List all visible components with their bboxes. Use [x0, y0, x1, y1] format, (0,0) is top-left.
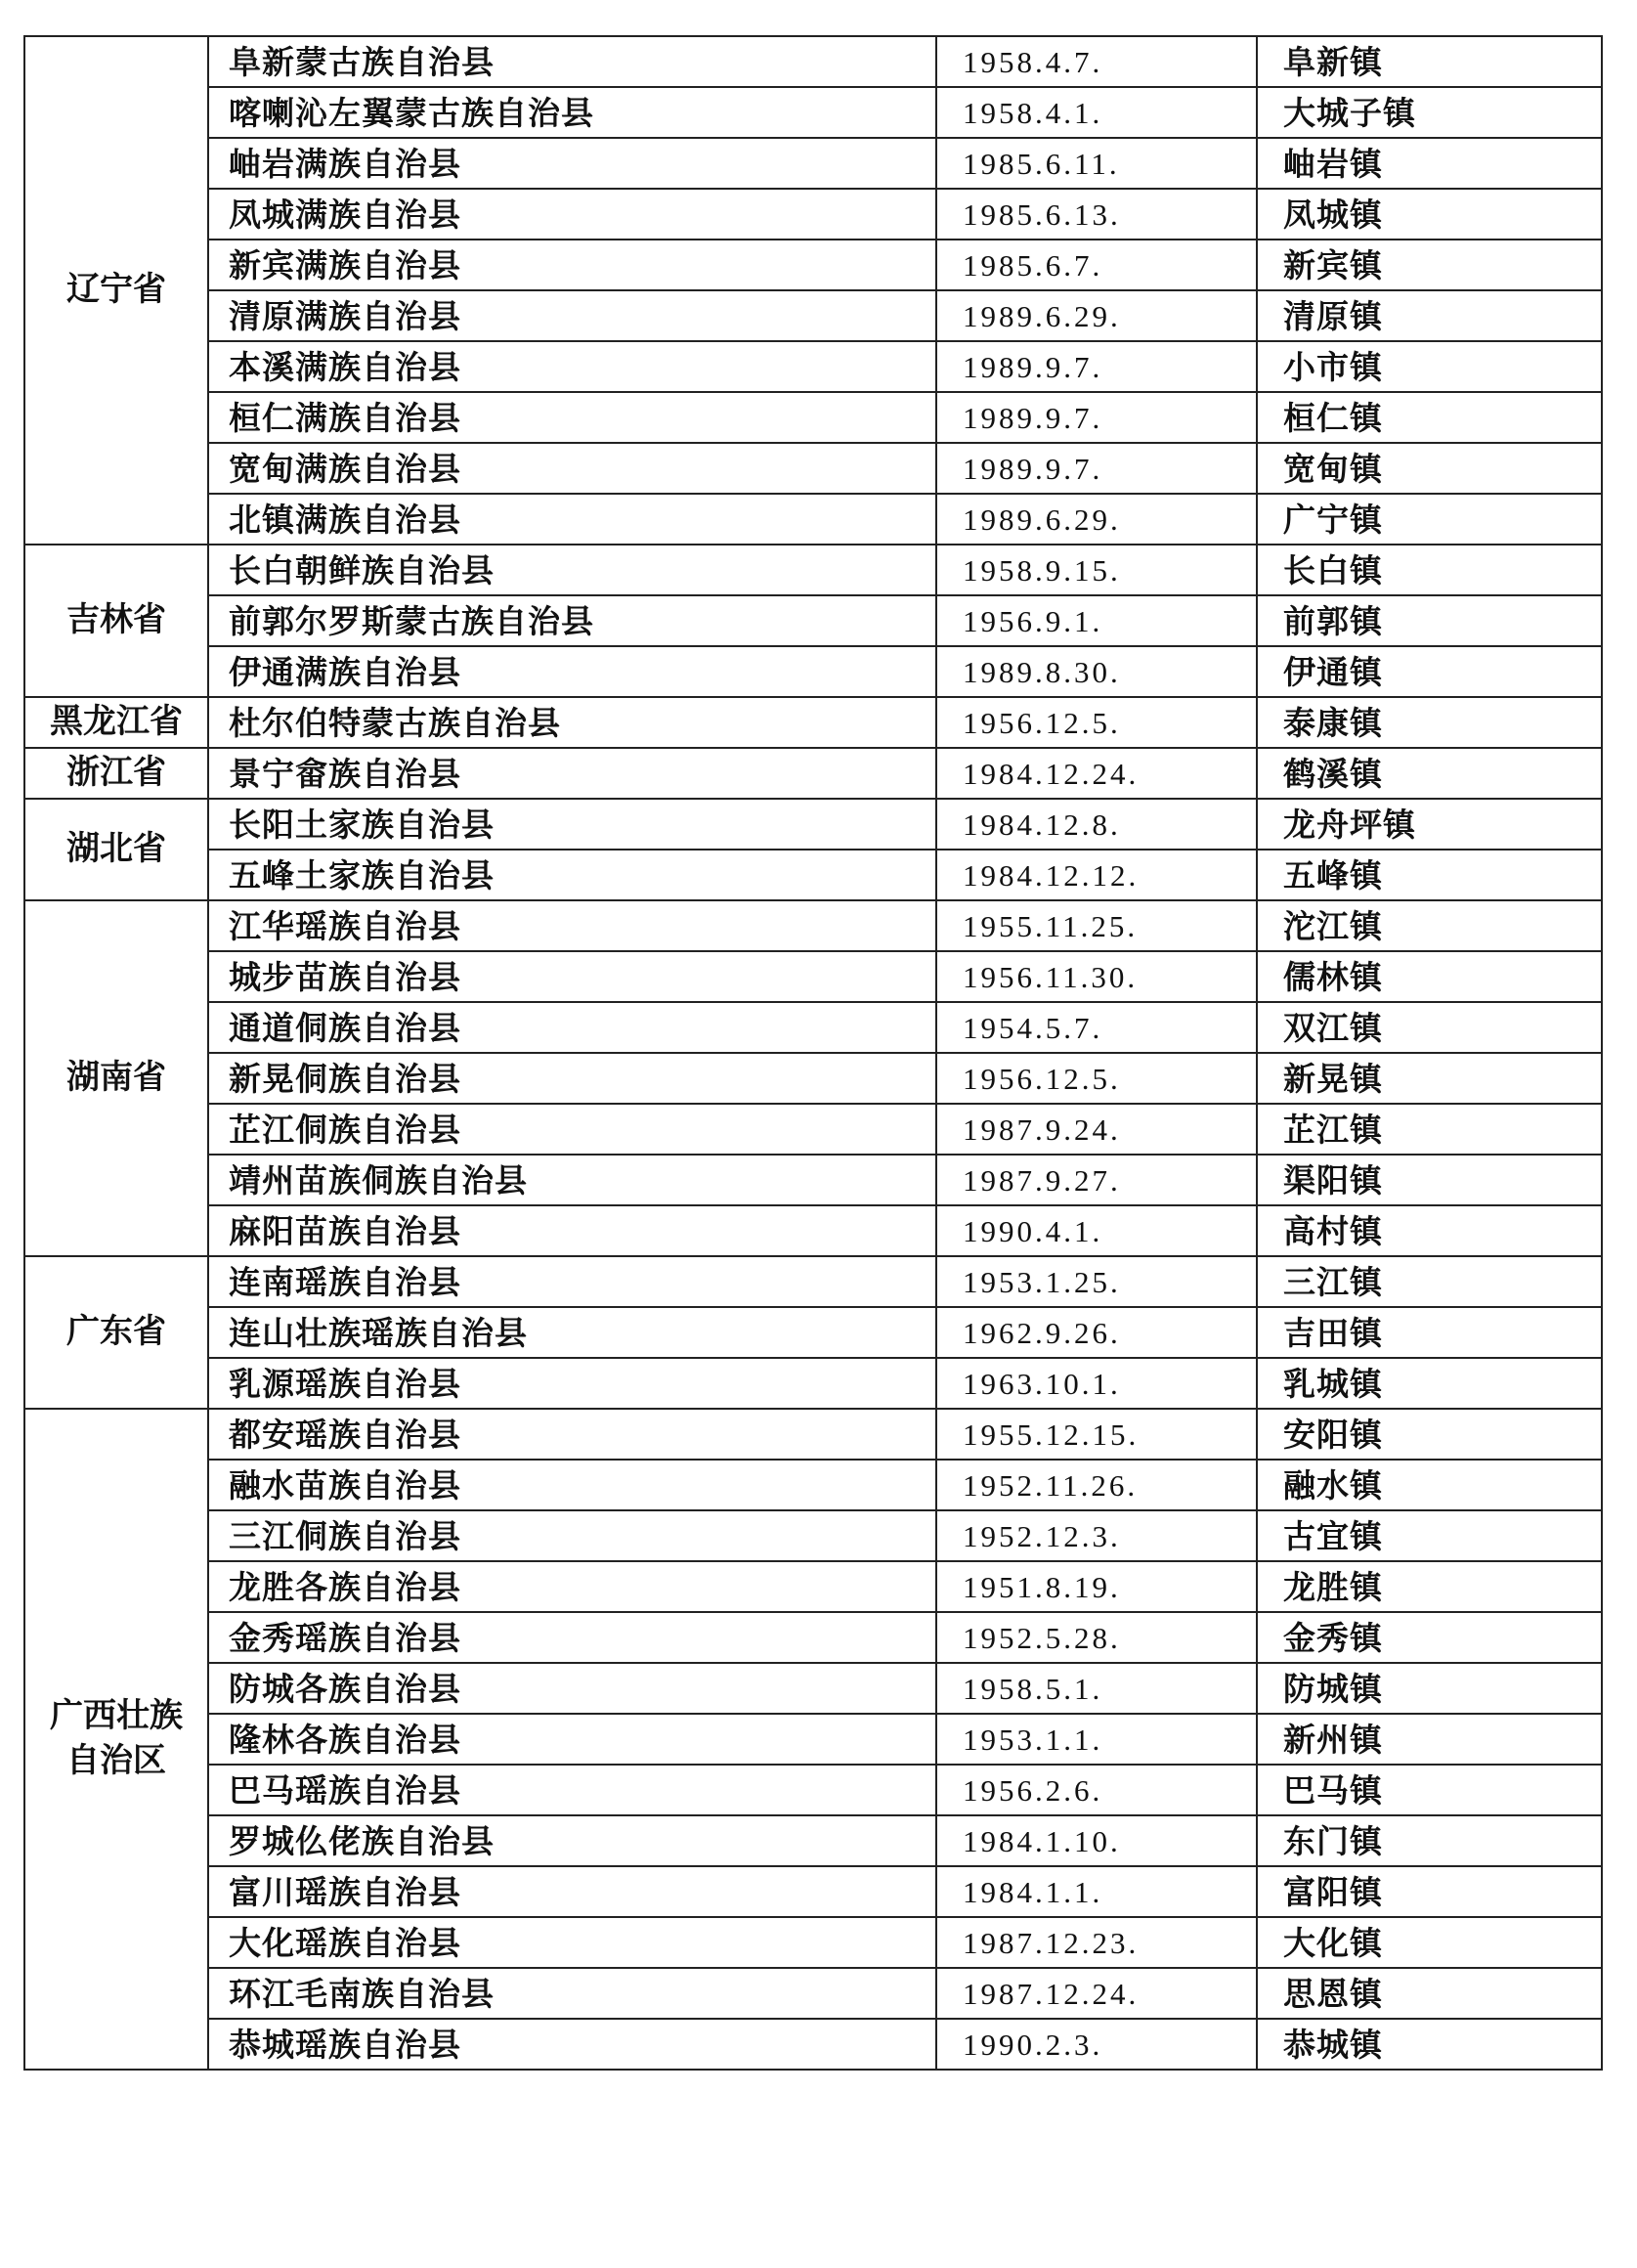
- established-date-cell: 1987.12.23.: [936, 1917, 1257, 1968]
- table-row: [24, 799, 1602, 850]
- province-cell: [24, 748, 208, 799]
- table-row: [24, 138, 1602, 189]
- county-name-cell: 金秀瑶族自治县: [208, 1612, 936, 1663]
- county-name-cell: 通道侗族自治县: [208, 1002, 936, 1053]
- table-row: [24, 1714, 1602, 1765]
- table-row: [24, 392, 1602, 443]
- county-seat-cell: 恭城镇: [1257, 2019, 1602, 2070]
- county-seat-cell: 高村镇: [1257, 1205, 1602, 1256]
- province-cell: [24, 36, 208, 545]
- table-row: [24, 1968, 1602, 2019]
- established-date-cell: 1984.1.1.: [936, 1866, 1257, 1917]
- county-seat-cell: 芷江镇: [1257, 1104, 1602, 1155]
- county-seat-cell: 防城镇: [1257, 1663, 1602, 1714]
- established-date-cell: 1984.1.10.: [936, 1815, 1257, 1866]
- county-name-cell: 桓仁满族自治县: [208, 392, 936, 443]
- county-seat-cell: 小市镇: [1257, 341, 1602, 392]
- established-date-cell: 1952.12.3.: [936, 1510, 1257, 1561]
- autonomous-county-table: [23, 35, 1603, 2071]
- county-name-cell: 城步苗族自治县: [208, 951, 936, 1002]
- province-name: 浙江省: [66, 753, 166, 793]
- county-name-cell: 乳源瑶族自治县: [208, 1358, 936, 1409]
- county-seat-cell: 乳城镇: [1257, 1358, 1602, 1409]
- county-seat-cell: 三江镇: [1257, 1256, 1602, 1307]
- table-row: [24, 1053, 1602, 1104]
- table-row: [24, 1155, 1602, 1205]
- established-date-cell: 1990.4.1.: [936, 1205, 1257, 1256]
- established-date-cell: 1990.2.3.: [936, 2019, 1257, 2070]
- table-row: [24, 1866, 1602, 1917]
- county-seat-cell: 东门镇: [1257, 1815, 1602, 1866]
- county-seat-cell: 宽甸镇: [1257, 443, 1602, 494]
- province-cell: [24, 697, 208, 748]
- table-row: [24, 850, 1602, 900]
- province-name: 吉林省: [66, 600, 166, 640]
- established-date-cell: 1984.12.12.: [936, 850, 1257, 900]
- table-row: [24, 697, 1602, 748]
- county-name-cell: 阜新蒙古族自治县: [208, 36, 936, 87]
- county-seat-cell: 金秀镇: [1257, 1612, 1602, 1663]
- established-date-cell: 1987.9.24.: [936, 1104, 1257, 1155]
- established-date-cell: 1987.9.27.: [936, 1155, 1257, 1205]
- table-row: [24, 87, 1602, 138]
- province-cell: [24, 1409, 208, 2070]
- table-row: [24, 748, 1602, 799]
- county-name-cell: 景宁畲族自治县: [208, 748, 936, 799]
- county-name-cell: 新晃侗族自治县: [208, 1053, 936, 1104]
- table-row: [24, 1205, 1602, 1256]
- established-date-cell: 1956.12.5.: [936, 697, 1257, 748]
- county-name-cell: 长白朝鲜族自治县: [208, 545, 936, 595]
- county-name-cell: 富川瑶族自治县: [208, 1866, 936, 1917]
- established-date-cell: 1951.8.19.: [936, 1561, 1257, 1612]
- county-seat-cell: 阜新镇: [1257, 36, 1602, 87]
- county-seat-cell: 古宜镇: [1257, 1510, 1602, 1561]
- table-row: [24, 595, 1602, 646]
- established-date-cell: 1985.6.13.: [936, 189, 1257, 240]
- county-seat-cell: 前郭镇: [1257, 595, 1602, 646]
- table-row: [24, 240, 1602, 290]
- county-seat-cell: 安阳镇: [1257, 1409, 1602, 1460]
- table-row: [24, 1510, 1602, 1561]
- county-name-cell: 伊通满族自治县: [208, 646, 936, 697]
- table-row: [24, 1815, 1602, 1866]
- county-seat-cell: 龙胜镇: [1257, 1561, 1602, 1612]
- county-seat-cell: 渠阳镇: [1257, 1155, 1602, 1205]
- county-seat-cell: 大城子镇: [1257, 87, 1602, 138]
- county-seat-cell: 凤城镇: [1257, 189, 1602, 240]
- county-seat-cell: 吉田镇: [1257, 1307, 1602, 1358]
- established-date-cell: 1956.11.30.: [936, 951, 1257, 1002]
- county-name-cell: 环江毛南族自治县: [208, 1968, 936, 2019]
- county-name-cell: 巴马瑶族自治县: [208, 1765, 936, 1815]
- county-seat-cell: 伊通镇: [1257, 646, 1602, 697]
- table-row: [24, 443, 1602, 494]
- table-row: [24, 1307, 1602, 1358]
- table-row: [24, 1460, 1602, 1510]
- county-seat-cell: 龙舟坪镇: [1257, 799, 1602, 850]
- established-date-cell: 1958.4.1.: [936, 87, 1257, 138]
- county-seat-cell: 大化镇: [1257, 1917, 1602, 1968]
- county-name-cell: 喀喇沁左翼蒙古族自治县: [208, 87, 936, 138]
- county-seat-cell: 五峰镇: [1257, 850, 1602, 900]
- county-seat-cell: 长白镇: [1257, 545, 1602, 595]
- county-seat-cell: 巴马镇: [1257, 1765, 1602, 1815]
- table-row: [24, 341, 1602, 392]
- county-name-cell: 凤城满族自治县: [208, 189, 936, 240]
- county-seat-cell: 广宁镇: [1257, 494, 1602, 545]
- established-date-cell: 1963.10.1.: [936, 1358, 1257, 1409]
- table-row: [24, 1765, 1602, 1815]
- county-name-cell: 前郭尔罗斯蒙古族自治县: [208, 595, 936, 646]
- province-cell: [24, 900, 208, 1256]
- county-name-cell: 五峰土家族自治县: [208, 850, 936, 900]
- established-date-cell: 1956.9.1.: [936, 595, 1257, 646]
- county-name-cell: 杜尔伯特蒙古族自治县: [208, 697, 936, 748]
- county-name-cell: 恭城瑶族自治县: [208, 2019, 936, 2070]
- province-name: 黑龙江省: [50, 702, 183, 742]
- county-seat-cell: 新晃镇: [1257, 1053, 1602, 1104]
- county-name-cell: 融水苗族自治县: [208, 1460, 936, 1510]
- table-row: [24, 1002, 1602, 1053]
- province-cell: [24, 545, 208, 697]
- established-date-cell: 1985.6.7.: [936, 240, 1257, 290]
- county-name-cell: 隆林各族自治县: [208, 1714, 936, 1765]
- established-date-cell: 1989.6.29.: [936, 494, 1257, 545]
- established-date-cell: 1952.5.28.: [936, 1612, 1257, 1663]
- table-row: [24, 1663, 1602, 1714]
- county-name-cell: 本溪满族自治县: [208, 341, 936, 392]
- county-seat-cell: 桓仁镇: [1257, 392, 1602, 443]
- county-name-cell: 北镇满族自治县: [208, 494, 936, 545]
- province-name: 广东省: [66, 1312, 166, 1352]
- established-date-cell: 1956.12.5.: [936, 1053, 1257, 1104]
- table-row: [24, 1409, 1602, 1460]
- county-seat-cell: 泰康镇: [1257, 697, 1602, 748]
- established-date-cell: 1989.9.7.: [936, 443, 1257, 494]
- table-row: [24, 2019, 1602, 2070]
- county-seat-cell: 双江镇: [1257, 1002, 1602, 1053]
- county-seat-cell: 沱江镇: [1257, 900, 1602, 951]
- established-date-cell: 1953.1.1.: [936, 1714, 1257, 1765]
- established-date-cell: 1958.5.1.: [936, 1663, 1257, 1714]
- county-name-cell: 岫岩满族自治县: [208, 138, 936, 189]
- table-body: [24, 36, 1602, 2070]
- established-date-cell: 1954.5.7.: [936, 1002, 1257, 1053]
- table-row: [24, 1917, 1602, 1968]
- county-name-cell: 连南瑶族自治县: [208, 1256, 936, 1307]
- province-cell: [24, 799, 208, 900]
- established-date-cell: 1989.8.30.: [936, 646, 1257, 697]
- county-name-cell: 宽甸满族自治县: [208, 443, 936, 494]
- table-row: [24, 36, 1602, 87]
- county-seat-cell: 融水镇: [1257, 1460, 1602, 1510]
- county-name-cell: 龙胜各族自治县: [208, 1561, 936, 1612]
- established-date-cell: 1953.1.25.: [936, 1256, 1257, 1307]
- established-date-cell: 1958.9.15.: [936, 545, 1257, 595]
- established-date-cell: 1984.12.8.: [936, 799, 1257, 850]
- table-row: [24, 646, 1602, 697]
- table-row: [24, 290, 1602, 341]
- county-name-cell: 新宾满族自治县: [208, 240, 936, 290]
- established-date-cell: 1962.9.26.: [936, 1307, 1257, 1358]
- established-date-cell: 1987.12.24.: [936, 1968, 1257, 2019]
- county-seat-cell: 儒林镇: [1257, 951, 1602, 1002]
- province-name: 湖北省: [66, 829, 166, 869]
- county-name-cell: 清原满族自治县: [208, 290, 936, 341]
- county-seat-cell: 清原镇: [1257, 290, 1602, 341]
- county-name-cell: 连山壮族瑶族自治县: [208, 1307, 936, 1358]
- county-name-cell: 都安瑶族自治县: [208, 1409, 936, 1460]
- table-row: [24, 494, 1602, 545]
- established-date-cell: 1989.9.7.: [936, 341, 1257, 392]
- established-date-cell: 1955.11.25.: [936, 900, 1257, 951]
- table-row: [24, 951, 1602, 1002]
- county-name-cell: 长阳土家族自治县: [208, 799, 936, 850]
- county-seat-cell: 鹤溪镇: [1257, 748, 1602, 799]
- table-row: [24, 900, 1602, 951]
- table-row: [24, 545, 1602, 595]
- county-seat-cell: 岫岩镇: [1257, 138, 1602, 189]
- province-name: 自治区: [66, 1741, 166, 1780]
- table-row: [24, 1612, 1602, 1663]
- established-date-cell: 1955.12.15.: [936, 1409, 1257, 1460]
- county-name-cell: 大化瑶族自治县: [208, 1917, 936, 1968]
- table-row: [24, 1256, 1602, 1307]
- county-name-cell: 防城各族自治县: [208, 1663, 936, 1714]
- established-date-cell: 1989.6.29.: [936, 290, 1257, 341]
- province-name: 广西壮族: [50, 1696, 183, 1736]
- established-date-cell: 1985.6.11.: [936, 138, 1257, 189]
- established-date-cell: 1984.12.24.: [936, 748, 1257, 799]
- county-name-cell: 麻阳苗族自治县: [208, 1205, 936, 1256]
- county-name-cell: 三江侗族自治县: [208, 1510, 936, 1561]
- county-seat-cell: 思恩镇: [1257, 1968, 1602, 2019]
- established-date-cell: 1989.9.7.: [936, 392, 1257, 443]
- county-seat-cell: 新宾镇: [1257, 240, 1602, 290]
- established-date-cell: 1952.11.26.: [936, 1460, 1257, 1510]
- established-date-cell: 1958.4.7.: [936, 36, 1257, 87]
- county-name-cell: 靖州苗族侗族自治县: [208, 1155, 936, 1205]
- province-name: 湖南省: [66, 1058, 166, 1098]
- county-name-cell: 江华瑶族自治县: [208, 900, 936, 951]
- county-seat-cell: 新州镇: [1257, 1714, 1602, 1765]
- table-row: [24, 1561, 1602, 1612]
- table-row: [24, 1104, 1602, 1155]
- established-date-cell: 1956.2.6.: [936, 1765, 1257, 1815]
- county-seat-cell: 富阳镇: [1257, 1866, 1602, 1917]
- table-row: [24, 1358, 1602, 1409]
- county-name-cell: 罗城仫佬族自治县: [208, 1815, 936, 1866]
- table-row: [24, 189, 1602, 240]
- province-name: 辽宁省: [66, 270, 166, 310]
- province-cell: [24, 1256, 208, 1409]
- county-name-cell: 芷江侗族自治县: [208, 1104, 936, 1155]
